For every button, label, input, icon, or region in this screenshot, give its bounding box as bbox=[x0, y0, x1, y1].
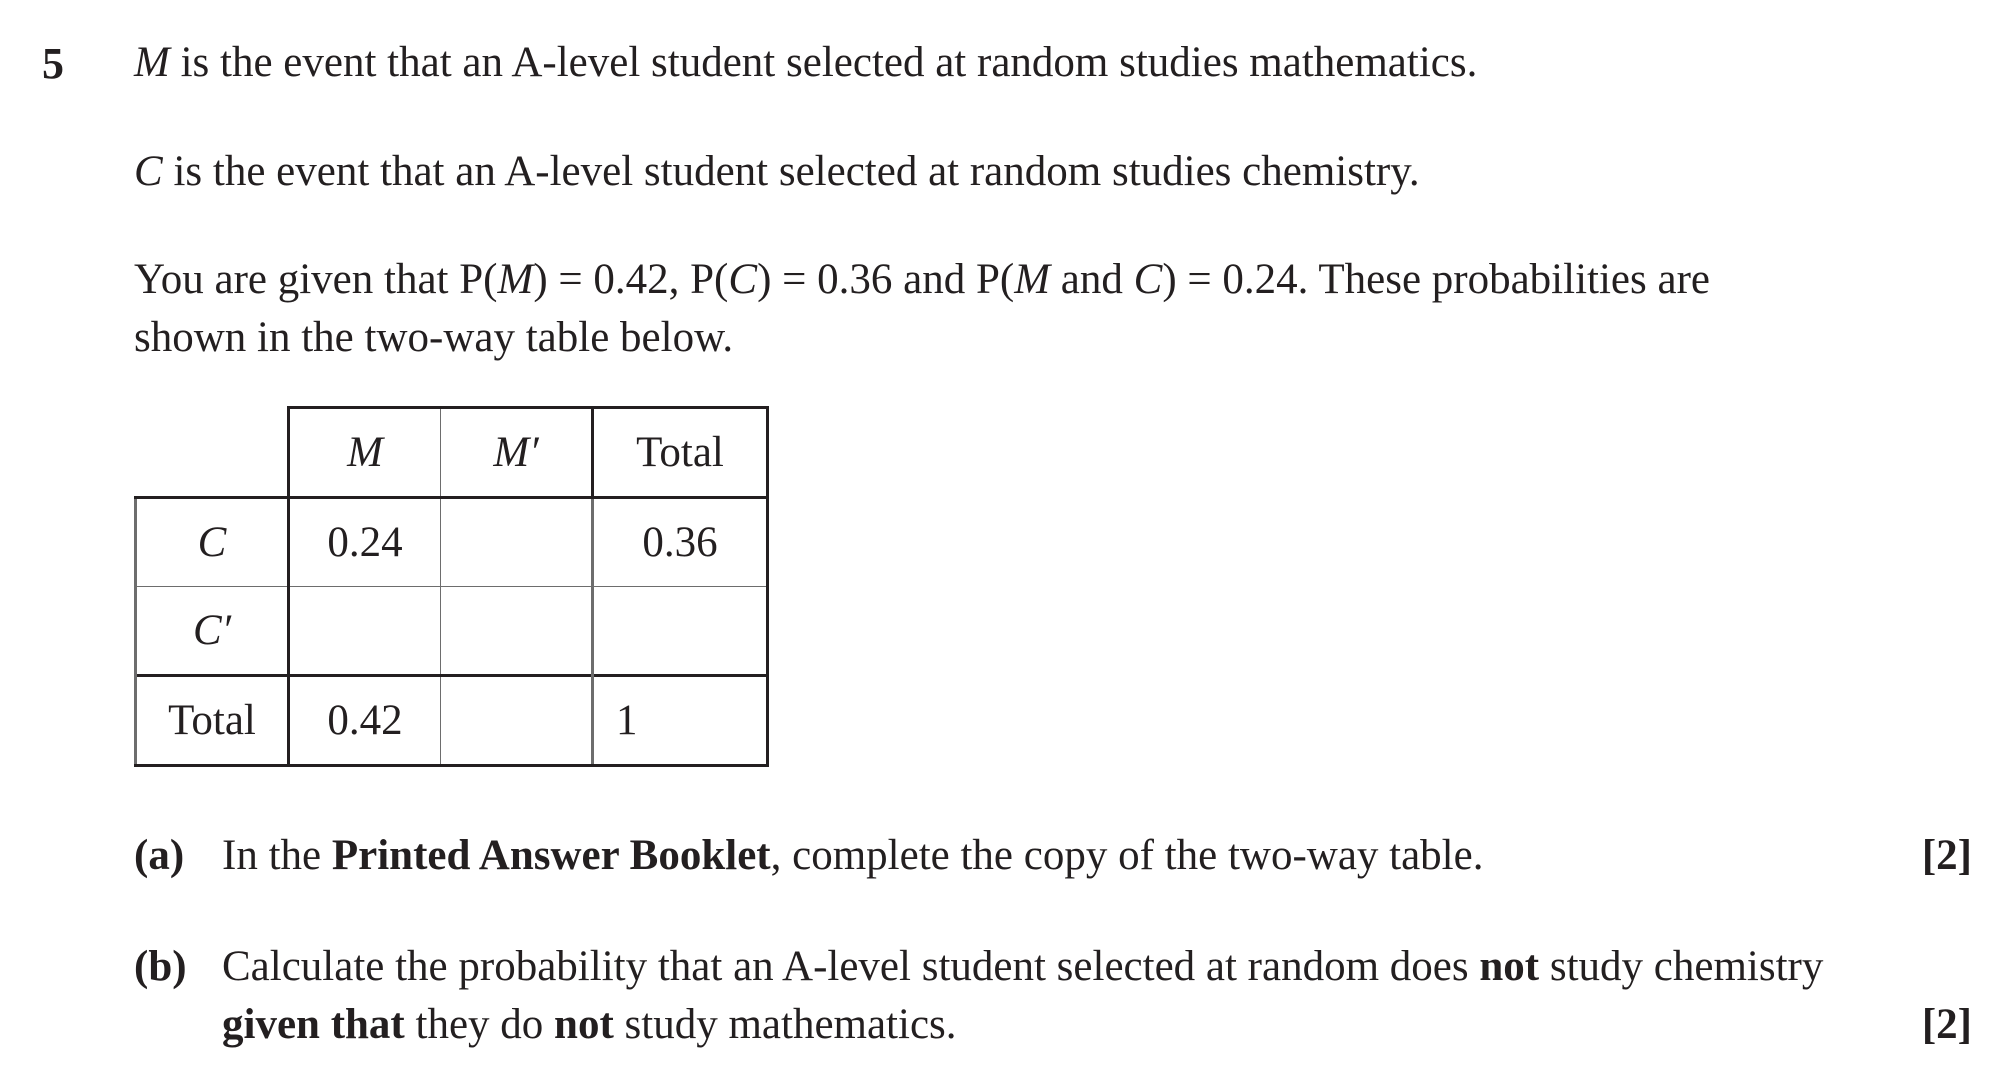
given-text-1: You are given that P( bbox=[134, 256, 498, 303]
cell-c-prime-m bbox=[289, 587, 441, 676]
event-c-symbol: C bbox=[134, 148, 163, 195]
table-row bbox=[136, 676, 768, 766]
given-probabilities bbox=[134, 251, 1710, 367]
row-label-c-text: C bbox=[197, 519, 227, 566]
event-c-definition bbox=[134, 143, 1420, 201]
table-corner bbox=[136, 408, 289, 498]
part-b-line1-pre: Calculate the probability that an A-level student selected at random does bbox=[222, 943, 1480, 990]
row-label-c-prime bbox=[136, 587, 289, 676]
header-total-label: Total bbox=[636, 429, 724, 476]
given-and: and bbox=[1050, 256, 1134, 303]
part-b-line1-bold: not bbox=[1479, 943, 1540, 990]
cell-total-m: 0.42 bbox=[289, 676, 441, 766]
event-m-symbol: M bbox=[134, 39, 170, 86]
cell-c-m: 0.24 bbox=[289, 498, 441, 587]
part-a-marks: [2] bbox=[1921, 832, 1972, 879]
table-header-row bbox=[136, 408, 768, 498]
part-a-pre: In the bbox=[222, 832, 332, 879]
part-b-line1-post: study chemistry bbox=[1539, 943, 1824, 990]
header-total bbox=[593, 408, 768, 498]
row-label-c-prime-text: C′ bbox=[192, 607, 232, 654]
cell-c-prime-total bbox=[593, 587, 768, 676]
given-m-2: M bbox=[1014, 256, 1051, 303]
table-row bbox=[136, 498, 768, 587]
part-b-line2-mid: they do bbox=[404, 1001, 555, 1048]
part-a-label: (a) bbox=[134, 832, 185, 879]
cell-total-m-prime bbox=[441, 676, 593, 766]
header-m-prime-label: M′ bbox=[493, 429, 539, 476]
part-b-text bbox=[222, 938, 1823, 1054]
cell-c-total: 0.36 bbox=[593, 498, 768, 587]
header-m bbox=[289, 408, 441, 498]
header-m-label: M bbox=[347, 429, 383, 476]
cell-total-total: 1 bbox=[593, 676, 768, 766]
part-b-marks: [2] bbox=[1921, 1001, 1972, 1048]
part-b-line2-bold1: given that bbox=[222, 1001, 405, 1048]
two-way-table bbox=[134, 406, 769, 767]
cell-c-m-prime bbox=[441, 498, 593, 587]
event-m-text: is the event that an A-level student selected at random studies mathematics. bbox=[169, 39, 1478, 86]
event-m-definition bbox=[134, 34, 1477, 92]
part-a-text bbox=[222, 827, 1483, 885]
table-row bbox=[136, 587, 768, 676]
part-b-label: (b) bbox=[134, 943, 187, 990]
given-text-2: ) = 0.42, P( bbox=[533, 256, 729, 303]
part-a-post: , complete the copy of the two-way table. bbox=[770, 832, 1484, 879]
part-a-bold: Printed Answer Booklet bbox=[331, 832, 771, 879]
part-b-line2-bold2: not bbox=[554, 1001, 614, 1048]
given-text-5: shown in the two-way table below. bbox=[134, 314, 734, 361]
header-m-prime bbox=[441, 408, 593, 498]
given-text-4: ) = 0.24. These probabilities are bbox=[1162, 256, 1710, 303]
row-label-total: Total bbox=[136, 676, 289, 766]
given-c-2: C bbox=[1133, 256, 1163, 303]
question-number: 5 bbox=[42, 39, 64, 88]
cell-c-prime-m-prime bbox=[441, 587, 593, 676]
given-m: M bbox=[497, 256, 534, 303]
given-text-3: ) = 0.36 and P( bbox=[757, 256, 1015, 303]
event-c-text: is the event that an A-level student selected at random studies chemistry. bbox=[162, 148, 1420, 195]
row-label-c bbox=[136, 498, 289, 587]
part-b-line2-post: study mathematics. bbox=[613, 1001, 957, 1048]
given-c: C bbox=[728, 256, 758, 303]
